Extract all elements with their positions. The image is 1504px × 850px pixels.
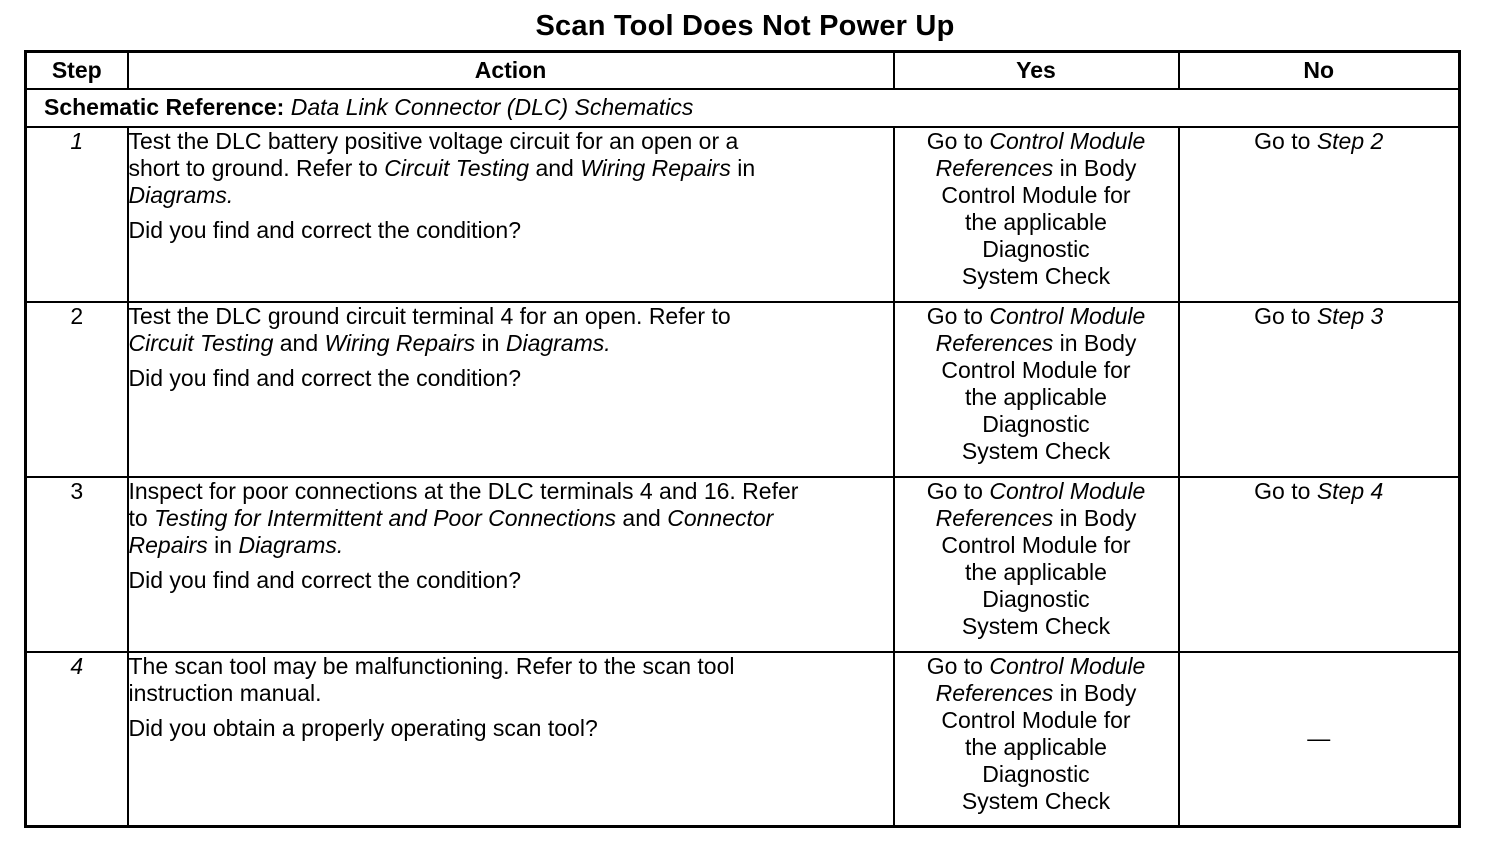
column-header-step: Step <box>26 52 128 89</box>
no-cell <box>1179 302 1460 477</box>
yes-reference-link: Control Module <box>989 652 1146 679</box>
yes-cell <box>894 477 1179 652</box>
reference-link: Wiring Repairs <box>324 329 476 356</box>
yes-reference-link: Control Module <box>989 127 1146 154</box>
action-cell <box>128 127 894 302</box>
action-text: Inspect for poor connections at the DLC terminals 4 and 16. Refer <box>128 477 799 504</box>
yes-text: System Check <box>961 437 1111 464</box>
yes-reference-link: Control Module <box>989 477 1146 504</box>
yes-text: Diagnostic <box>982 760 1090 787</box>
reference-link: Diagrams. <box>238 531 344 558</box>
table-row <box>26 127 1460 302</box>
action-text: in <box>475 329 506 356</box>
no-text: Go to <box>1254 127 1317 154</box>
reference-link: Testing for Intermittent and Poor Connections <box>154 504 617 531</box>
yes-text: Control Module for <box>941 181 1131 208</box>
yes-text: Diagnostic <box>982 235 1090 262</box>
yes-text: Diagnostic <box>982 585 1090 612</box>
yes-text: Control Module for <box>941 531 1131 558</box>
yes-cell <box>894 302 1179 477</box>
column-header-action: Action <box>128 52 894 89</box>
yes-text: Control Module for <box>941 706 1131 733</box>
action-text: and <box>273 329 325 356</box>
header-row <box>26 52 1460 89</box>
action-text: Test the DLC ground circuit terminal 4 for an open. Refer to <box>128 302 731 329</box>
action-question: Did you find and correct the condition? <box>128 566 522 593</box>
step-number: 4 <box>26 652 128 827</box>
no-text: Go to <box>1254 477 1317 504</box>
action-cell <box>128 477 894 652</box>
yes-text: in Body <box>1053 679 1137 706</box>
schematic-reference-cell <box>26 89 1460 127</box>
action-text: Test the DLC battery positive voltage circuit for an open or a <box>128 127 739 154</box>
action-question: Did you obtain a properly operating scan tool? <box>128 714 598 741</box>
yes-cell <box>894 652 1179 827</box>
action-cell <box>128 652 894 827</box>
action-text-line <box>129 505 893 532</box>
no-text: — <box>1307 725 1331 752</box>
yes-text: System Check <box>961 262 1111 289</box>
action-text-line <box>129 155 893 182</box>
no-text: Go to <box>1254 302 1317 329</box>
yes-text: System Check <box>961 787 1111 814</box>
reference-link: Diagrams. <box>128 181 234 208</box>
reference-link: Connector <box>667 504 774 531</box>
reference-link: Repairs <box>128 531 208 558</box>
action-text: and <box>616 504 668 531</box>
yes-text: Go to <box>926 477 990 504</box>
page-title: Scan Tool Does Not Power Up <box>535 10 955 42</box>
yes-text: the applicable <box>965 208 1107 235</box>
yes-text: the applicable <box>965 733 1107 760</box>
diagnostic-table <box>24 50 1461 828</box>
step-number: 3 <box>26 477 128 652</box>
column-header-yes: Yes <box>894 52 1179 89</box>
yes-reference-link: References <box>935 504 1054 531</box>
action-text-line <box>129 330 893 357</box>
step-number: 2 <box>26 302 128 477</box>
yes-reference-link: References <box>935 154 1054 181</box>
reference-link: Diagrams. <box>505 329 611 356</box>
action-text: short to ground. Refer to <box>128 154 385 181</box>
yes-text: the applicable <box>965 383 1107 410</box>
step-link: Step 2 <box>1316 127 1384 154</box>
step-link: Step 3 <box>1316 302 1384 329</box>
yes-text: Control Module for <box>941 356 1131 383</box>
table-row <box>26 302 1460 477</box>
action-question: Did you find and correct the condition? <box>128 216 522 243</box>
step-link: Step 4 <box>1316 477 1384 504</box>
action-text: in <box>730 154 756 181</box>
yes-text: Diagnostic <box>982 410 1090 437</box>
table-row <box>26 652 1460 827</box>
yes-text: Go to <box>926 302 990 329</box>
action-question: Did you find and correct the condition? <box>128 364 522 391</box>
yes-cell <box>894 127 1179 302</box>
yes-text: in Body <box>1053 154 1137 181</box>
no-cell <box>1179 127 1460 302</box>
action-text: to <box>128 504 155 531</box>
yes-text: the applicable <box>965 558 1107 585</box>
schematic-reference-label: Schematic Reference: <box>44 94 285 120</box>
yes-text: in Body <box>1053 504 1137 531</box>
reference-link: Circuit Testing <box>384 154 530 181</box>
column-header-no: No <box>1179 52 1460 89</box>
yes-text: Go to <box>926 127 990 154</box>
action-text: in <box>207 531 239 558</box>
action-text: The scan tool may be malfunctioning. Refer to the scan tool <box>128 652 735 679</box>
action-cell <box>128 302 894 477</box>
step-number: 1 <box>26 127 128 302</box>
reference-link: Wiring Repairs <box>580 154 731 181</box>
schematic-reference-row <box>26 89 1460 127</box>
yes-reference-link: References <box>935 679 1054 706</box>
yes-text: in Body <box>1053 329 1137 356</box>
no-cell <box>1179 477 1460 652</box>
yes-reference-link: Control Module <box>989 302 1146 329</box>
yes-text: Go to <box>926 652 990 679</box>
action-text: instruction manual. <box>128 679 322 706</box>
table-row <box>26 477 1460 652</box>
action-text: and <box>529 154 581 181</box>
reference-link: Circuit Testing <box>128 329 274 356</box>
schematic-reference-link: Data Link Connector (DLC) Schematics <box>290 94 694 120</box>
no-cell <box>1179 652 1460 827</box>
yes-text: System Check <box>961 612 1111 639</box>
action-text-line <box>129 532 893 559</box>
yes-reference-link: References <box>935 329 1054 356</box>
